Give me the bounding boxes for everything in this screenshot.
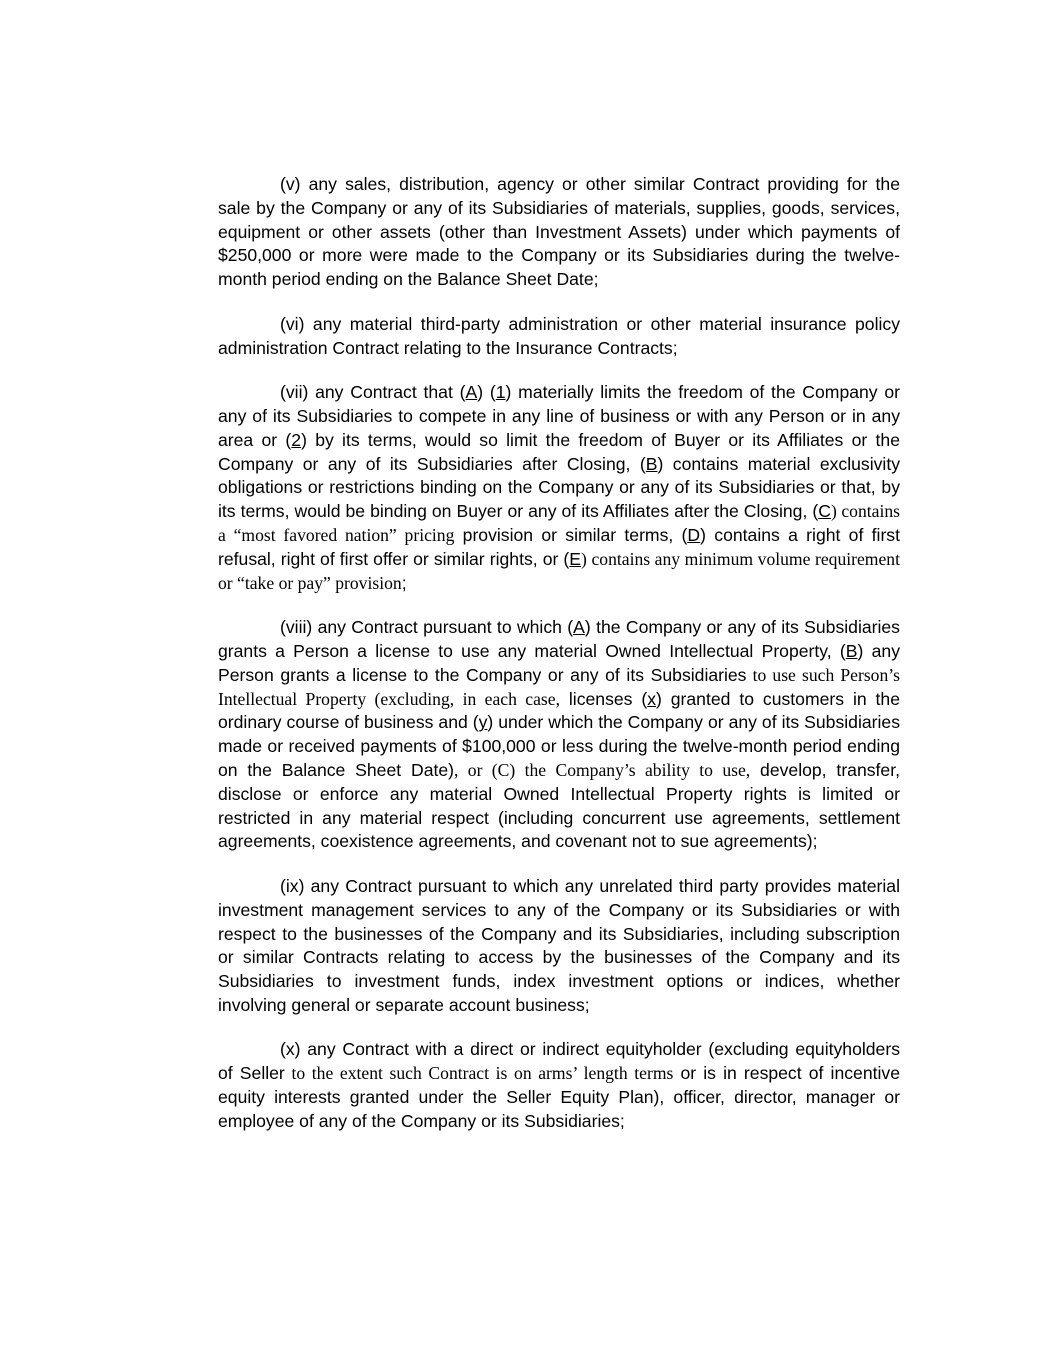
clause-viii-ref-y: y	[478, 712, 488, 733]
clause-vii	[218, 381, 900, 595]
clause-viii-ref-x: x	[647, 688, 656, 709]
document-page	[218, 173, 900, 1154]
clause-v-text: (v) any sales, distribution, agency or other similar Contract providing for the sale by the Company or any of its Subsidiaries of materials, supplies, goods, services, equipment or other assets (other than Investment Assets) under which payments of $250,000 or more were made to the Company or its Subsidiaries during the twelve-month period ending on the Balance Sheet Date;	[218, 174, 900, 290]
clause-vii-ref-d: D	[687, 524, 701, 545]
clause-vii-text-10: ;	[401, 572, 407, 593]
clause-viii-text-9: develop, transfer, disclose or enforce any material Owned Intellectual Property rights is limited or restricted in any material respect (including concurrent use agreements, settlement agreements, coexistence agreements, and covenant not to sue agreements);	[218, 759, 900, 852]
clause-viii-text-6: ) granted to customers in the ordinary course of business and (	[218, 688, 900, 733]
clause-vii-text-5: ) contains material exclusivity obligations or restrictions binding on the Company or any of its Subsidiaries or that, by its terms, would be binding on Buyer or any of its Affiliates after the Closing, (	[218, 453, 900, 522]
clause-vii-text-1: (vii) any Contract that (	[280, 382, 466, 403]
clause-vii-text-6: ) contains a “most favored nation” pricing	[218, 501, 900, 545]
clause-viii-ref-a: A	[573, 617, 585, 638]
clause-vi	[218, 313, 900, 361]
clause-x-text-3: or is in respect of incentive equity interests granted under the Seller Equity Plan), officer, director, manager or employee of any of the Company or its Subsidiaries;	[218, 1063, 900, 1131]
clause-vii-ref-a: A	[465, 382, 478, 403]
clause-viii-text-4: to use such Person’s Intellectual Property (excluding, in each case,	[218, 664, 900, 709]
clause-viii-text-1: (viii) any Contract pursuant to which (	[280, 617, 574, 638]
clause-vii-text-3: ) materially limits the freedom of the Company or any of its Subsidiaries to compete in any line of business or with any Person or in any area or (	[218, 382, 901, 450]
clause-vii-text-4: ) by its terms, would so limit the freedom of Buyer or its Affiliates or the Company or any of its Subsidiaries after Closing, (	[218, 429, 900, 474]
clause-vii-text-9: ) contains any minimum volume requirement or “take or pay” provision	[218, 548, 900, 593]
clause-viii-text-2: ) the Company or any of its Subsidiaries grants a Person a license to use any material Owned Intellectual Property, (	[218, 617, 900, 661]
clause-viii-text-3: ) any Person grants a license to the Company or any of its Subsidiaries	[218, 640, 900, 685]
clause-vii-ref-2: 2	[291, 429, 302, 450]
clause-vii-text-8: ) contains a right of first refusal, right of first offer or similar rights, or (	[218, 524, 900, 569]
clause-vii-ref-c: C	[818, 501, 831, 522]
clause-ix	[218, 875, 900, 1018]
clause-v	[218, 173, 900, 292]
clause-vii-text-2: ) (	[477, 382, 496, 403]
clause-vii-ref-e: E	[569, 548, 582, 569]
clause-viii-text-5: licenses (	[559, 688, 648, 709]
clause-vii-ref-b: B	[645, 453, 658, 474]
clause-viii-text-8: , or (C) the Company’s ability to use,	[454, 759, 751, 780]
clause-x-text-1: (x) any Contract with a direct or indirect equityholder (excluding equityholders of Seller	[218, 1039, 900, 1084]
clause-vi-text: (vi) any material third-party administration or other material insurance policy administration Contract relating to the Insurance Contracts;	[218, 313, 900, 358]
clause-vii-text-7: provision or similar terms, (	[454, 524, 688, 545]
clause-x	[218, 1038, 900, 1133]
clause-viii-ref-b: B	[845, 640, 858, 661]
clause-viii	[218, 616, 900, 854]
clause-vii-ref-1: 1	[495, 382, 506, 403]
clause-x-text-2: to the extent such Contract is on arms’ length terms	[284, 1063, 674, 1084]
clause-ix-text: (ix) any Contract pursuant to which any unrelated third party provides material investment management services to any of the Company or its Subsidiaries or with respect to the businesses of the Company and its Subsidiaries, including subscription or similar Contracts relating to access by the businesses of the Company and its Subsidiaries to investment funds, index investment options or indices, whether involving general or separate account business;	[218, 875, 900, 1015]
clause-viii-text-7: ) under which the Company or any of its Subsidiaries made or received payments of $100,000 or less during the twelve-month period ending on the Balance Sheet Date)	[218, 712, 900, 780]
